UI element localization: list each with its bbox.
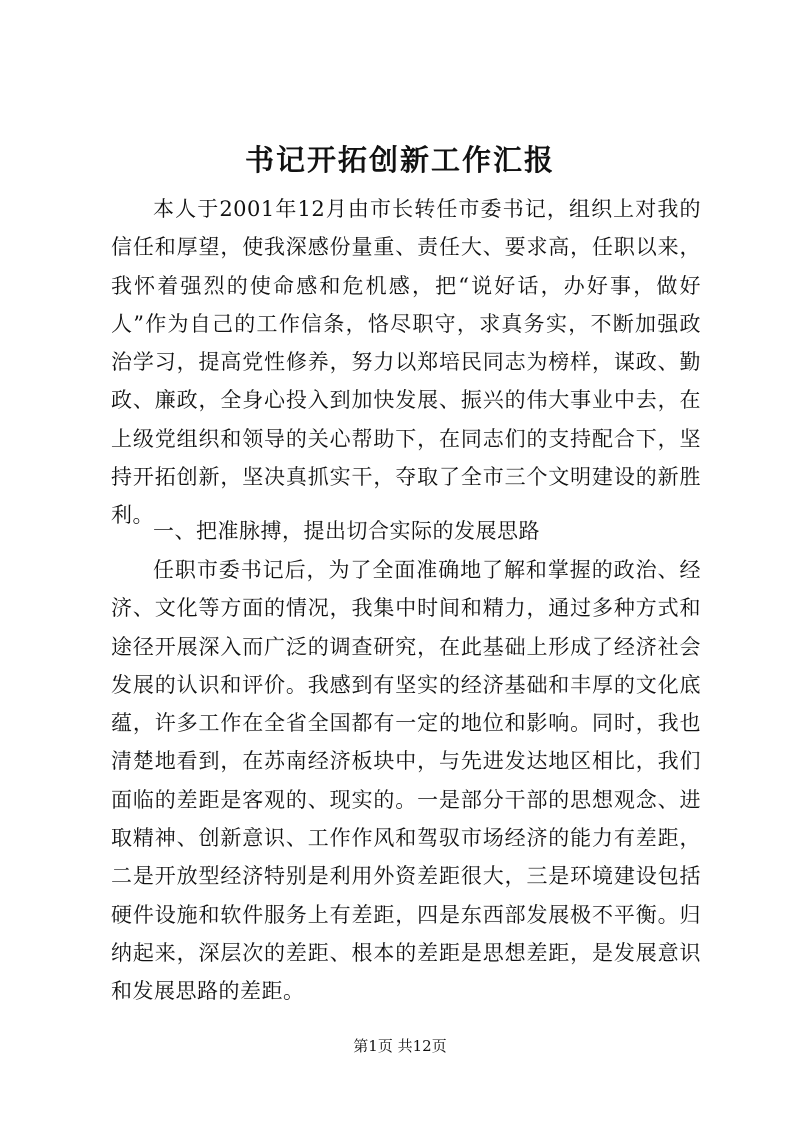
- section-heading: [111, 512, 701, 550]
- section-heading-text: 一、把准脉搏，提出切合实际的发展思路: [153, 519, 540, 543]
- paragraph-text: 本人于2001年12月由市长转任市委书记，组织上对我的信任和厚望，使我深感份量重、责任大、要求高，任职以来，我怀着强烈的使命感和危机感，把“说好话，办好事，做好人”作为自己的工作信条，恪尽职守，求真务实，不断加强政治学习，提高党性修养，努力以郑培民同志为榜样，谋政、勤政、廉政，全身心投入到加快发展、振兴的伟大事业中去，在上级党组织和领导的关心帮助下，在同志们的支持配合下，坚持开拓创新，坚决真抓实干，夺取了全市三个文明建设的新胜利。: [111, 197, 701, 528]
- paragraph-text: 任职市委书记后，为了全面准确地了解和掌握的政治、经济、文化等方面的情况，我集中时间和精力，通过多种方式和途径开展深入而广泛的调查研究，在此基础上形成了经济社会发展的认识和评价。我感到有坚实的经济基础和丰厚的文化底蕴，许多工作在全省全国都有一定的地位和影响。同时，我也清楚地看到，在苏南经济板块中，与先进发达地区相比，我们面临的差距是客观的、现实的。一是部分干部的思想观念、进取精神、创新意识、工作作风和驾驭市场经济的能力有差距，二是开放型经济特别是利用外资差距很大，三是环境建设包括硬件设施和软件服务上有差距，四是东西部发展极不平衡。归纳起来，深层次的差距、根本的差距是思想差距，是发展意识和发展思路的差距。: [111, 558, 701, 1004]
- page-number-footer: 第1页 共12页: [353, 1037, 447, 1055]
- paragraph-body: [111, 551, 701, 1011]
- document-title: 书记开拓创新工作汇报: [244, 143, 555, 177]
- paragraph-intro: [111, 190, 701, 535]
